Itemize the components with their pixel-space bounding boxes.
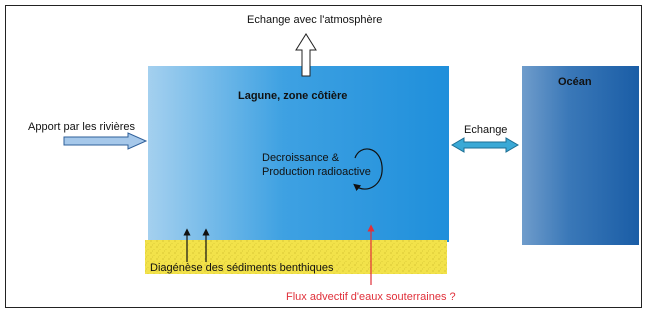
decay-label-line2: Production radioactive — [262, 166, 371, 178]
exchange-label: Echange — [464, 124, 508, 136]
groundwater-label: Flux advectif d'eaux souterraines ? — [286, 291, 456, 303]
rivers-label: Apport par les rivières — [28, 121, 135, 133]
lagoon-label: Lagune, zone côtière — [238, 90, 348, 102]
river-arrow — [64, 133, 146, 149]
atmosphere-label: Echange avec l'atmosphère — [247, 14, 383, 26]
ocean-box — [522, 66, 639, 245]
exchange-arrow — [452, 138, 518, 152]
ocean-label: Océan — [558, 76, 592, 88]
sediments-label: Diagénèse des sédiments benthiques — [150, 262, 334, 274]
decay-label-line1: Decroissance & — [262, 152, 340, 164]
